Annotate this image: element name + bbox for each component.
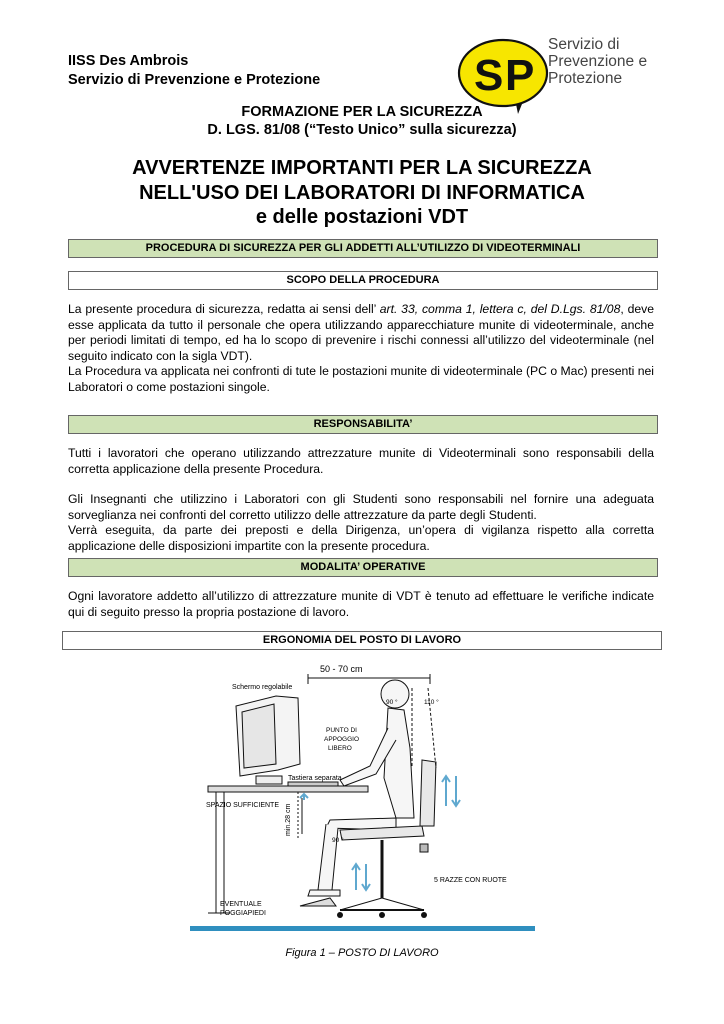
section-heading-ergonomia: ERGONOMIA DEL POSTO DI LAVORO bbox=[62, 631, 662, 650]
chair-wheel bbox=[337, 912, 343, 918]
scopo-p1-law-reference: art. 33, comma 1, lettera c, del D.Lgs. 81/08 bbox=[379, 302, 621, 316]
monitor-screen bbox=[242, 704, 276, 768]
responsabilita-paragraph-3: Verrà eseguita, da parte dei preposti e della Dirigenza, un’opera di vigilanza rispetto alla corretta applicazione delle disposizioni impartite con la presente procedura. bbox=[68, 523, 654, 553]
scopo-paragraph-2: La Procedura va applicata nei confronti di tute le postazioni munite di videoterminale (PC o Mac) presenti nei Laboratori o come postazioni singole. bbox=[68, 364, 654, 394]
section-heading-modalita: MODALITA’ OPERATIVE bbox=[68, 558, 658, 577]
figure-caption: Figura 1 – POSTO DI LAVORO bbox=[285, 947, 439, 959]
footrest bbox=[300, 898, 336, 906]
chair-wheel bbox=[421, 912, 427, 918]
keyboard bbox=[288, 782, 338, 786]
title-line-1: AVVERTENZE IMPORTANTI PER LA SICUREZZA bbox=[132, 157, 592, 179]
section-body-modalita bbox=[68, 589, 654, 620]
responsabilita-paragraph-2: Gli Insegnanti che utilizzino i Laboratori con gli Studenti sono responsabili nel fornire una adeguata sorveglianza nei confronti del corretto utilizzo delle attrezzature da parte degli Studenti. bbox=[68, 492, 654, 522]
course-heading bbox=[0, 103, 724, 139]
logo-text bbox=[548, 36, 647, 87]
page-title bbox=[0, 156, 724, 230]
label-support-3: LIBERO bbox=[328, 745, 352, 752]
scopo-paragraph-1 bbox=[68, 302, 654, 364]
chair-wheel bbox=[379, 912, 385, 918]
label-support-1: PUNTO DI bbox=[326, 727, 357, 734]
person-torso bbox=[384, 708, 414, 818]
label-screen: Schermo regolabile bbox=[232, 684, 293, 691]
label-keyboard: Tastiera separata bbox=[288, 775, 342, 782]
label-wheels: 5 RAZZE CON RUOTE bbox=[434, 877, 507, 884]
arrow-down-icon bbox=[362, 864, 370, 890]
label-support-2: APPOGGIO bbox=[324, 736, 360, 743]
desk-top bbox=[208, 786, 368, 792]
label-min-height: min.28 cm bbox=[285, 803, 292, 836]
person-leg bbox=[318, 824, 338, 890]
section-heading-scopo: SCOPO DELLA PROCEDURA bbox=[68, 271, 658, 290]
logo-initial-p: P bbox=[505, 51, 535, 100]
chair-backrest bbox=[420, 760, 436, 826]
section-body-responsabilita bbox=[68, 446, 654, 555]
department-name: Servizio di Prevenzione e Protezione bbox=[68, 72, 321, 88]
arrow-up-icon bbox=[352, 864, 360, 890]
scopo-p1-text-b: , deve esse applicata da tutto il personale che opera utilizzando apparecchiature munite di videoterminale, anche per periodi limitati di tempo, ed ha lo scopo di prevenire i rischi connessi all’utilizzo del videoterminale (nel seguito indicato con la sigla VDT). bbox=[68, 302, 654, 363]
person-foot bbox=[308, 890, 340, 896]
arrow-up-icon bbox=[442, 776, 450, 806]
arrow-down-icon bbox=[452, 776, 460, 806]
workstation-ergonomics-illustration bbox=[190, 658, 535, 936]
responsabilita-paragraph-1: Tutti i lavoratori che operano utilizzando attrezzature munite di Videoterminali sono responsabili della corretta applicazione della presente Procedura. bbox=[68, 446, 654, 476]
label-distance: 50 - 70 cm bbox=[320, 664, 363, 674]
floor-line bbox=[190, 926, 535, 931]
section-body-scopo bbox=[68, 302, 654, 396]
institution-name: IISS Des Ambrois bbox=[68, 53, 189, 69]
label-angle-110: 110 ° bbox=[424, 699, 439, 706]
logo-initial-s: S bbox=[474, 51, 504, 100]
scopo-p1-text-a: La presente procedura di sicurezza, redatta ai sensi dell’ bbox=[68, 302, 380, 316]
label-footrest-1: EVENTUALE bbox=[220, 901, 262, 908]
course-line-1: FORMAZIONE PER LA SICUREZZA bbox=[241, 104, 483, 120]
course-line-2: D. LGS. 81/08 (“Testo Unico” sulla sicurezza) bbox=[207, 122, 517, 138]
title-line-3: e delle postazioni VDT bbox=[255, 206, 469, 228]
label-angle-90-knee: 90 ° bbox=[332, 837, 344, 844]
logo-line-2: Prevenzione e bbox=[548, 53, 648, 70]
logo-line-1: Servizio di bbox=[548, 36, 620, 53]
institution-block bbox=[68, 52, 320, 90]
modalita-paragraph-1: Ogni lavoratore addetto all’utilizzo di attrezzature munite di VDT è tenuto ad effettuare le verifiche indicate qui di seguito presso la propria postazione di lavoro. bbox=[68, 589, 654, 619]
arrow-up-icon bbox=[300, 794, 308, 800]
monitor-stand bbox=[256, 776, 282, 784]
title-line-2: NELL'USO DEI LABORATORI DI INFORMATICA bbox=[139, 181, 585, 204]
label-angle-90-top: 90 ° bbox=[386, 699, 398, 706]
section-heading-responsabilita: RESPONSABILITA’ bbox=[68, 415, 658, 434]
label-space: SPAZIO SUFFICIENTE bbox=[206, 802, 279, 809]
logo-line-3: Protezione bbox=[548, 70, 623, 87]
label-footrest-2: POGGIAPIEDI bbox=[220, 910, 266, 917]
procedure-banner: PROCEDURA DI SICUREZZA PER GLI ADDETTI ALL’UTILIZZO DI VIDEOTERMINALI bbox=[68, 239, 658, 258]
